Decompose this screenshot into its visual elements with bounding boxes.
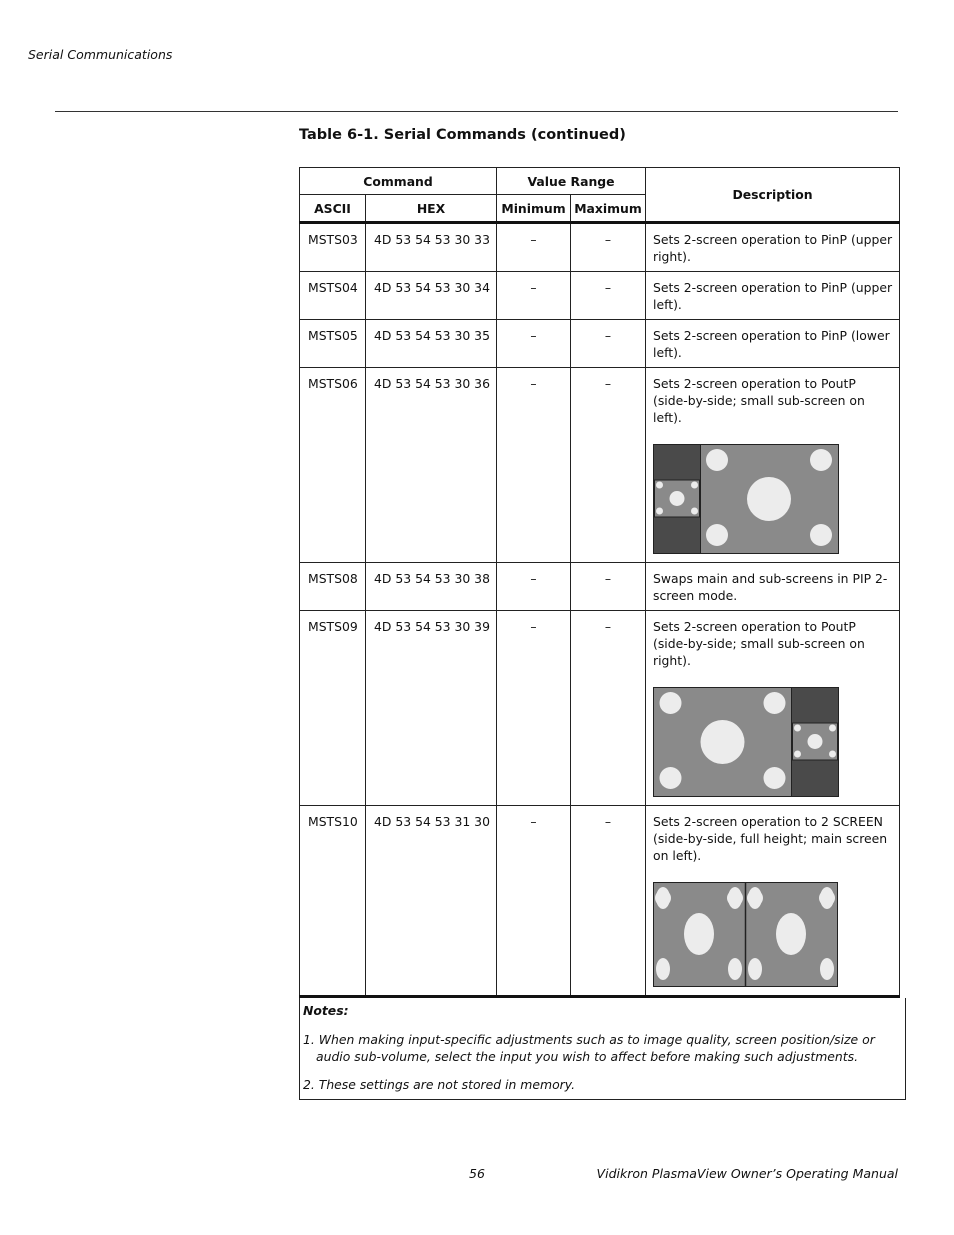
table-row: [300, 368, 900, 563]
poutp-left-diagram: [653, 444, 839, 554]
cell-hex-text: 4D 53 54 53 30 36: [374, 376, 490, 391]
cell-minimum-text: –: [530, 376, 537, 391]
cell-minimum: [497, 806, 571, 997]
cell-minimum-text: –: [530, 571, 537, 586]
table-row: [300, 611, 900, 806]
table-row: [300, 272, 900, 320]
cell-maximum: [571, 272, 646, 320]
sub-dot: [829, 725, 836, 732]
half-center-dot: [684, 913, 714, 955]
cell-minimum-text: –: [530, 619, 537, 634]
serial-commands-table-wrapper: [299, 167, 899, 1100]
cell-description-text: Sets 2-screen operation to PinP (upper left).: [653, 280, 893, 312]
sub-dot: [691, 508, 698, 515]
cell-hex: [366, 223, 497, 272]
main-dot: [706, 449, 728, 471]
main-center-dot: [701, 720, 745, 764]
cell-maximum-text: –: [604, 619, 612, 634]
poutp-right-diagram: [653, 687, 839, 797]
cell-hex: [366, 563, 497, 611]
half-dot: [728, 958, 742, 980]
serial-commands-table: [299, 167, 900, 998]
cell-maximum-text: –: [604, 328, 612, 343]
cell-hex-text: 4D 53 54 53 30 33: [374, 232, 490, 247]
main-dot: [660, 692, 682, 714]
cell-description: [646, 320, 900, 368]
cell-ascii: [300, 611, 366, 806]
table-title: Table 6-1. Serial Commands (continued): [299, 127, 626, 143]
cell-hex-text: 4D 53 54 53 30 34: [374, 280, 490, 295]
cell-minimum: [497, 320, 571, 368]
sub-dot: [691, 482, 698, 489]
header-ascii: ASCII: [300, 195, 366, 223]
cell-hex: [366, 611, 497, 806]
cell-ascii: [300, 223, 366, 272]
cell-ascii-text: MSTS09: [308, 619, 358, 634]
cell-ascii: [300, 806, 366, 997]
cell-ascii-text: MSTS06: [308, 376, 358, 391]
cell-description-text: Sets 2-screen operation to 2 SCREEN (side-by-side, full height; main screen on left).: [653, 814, 888, 863]
cell-description-text: Sets 2-screen operation to PoutP (side-by-side; small sub-screen on right).: [653, 619, 865, 668]
cell-minimum: [497, 563, 571, 611]
half-dot: [748, 958, 762, 980]
cell-description-text: Swaps main and sub-screens in PIP 2-screen mode.: [653, 571, 888, 603]
note-1: 1. When making input-specific adjustments such as to image quality, screen position/size or audio sub-volume, select the input you wish to affect before making such adjustments.: [303, 1032, 875, 1064]
half-dot: [728, 887, 742, 909]
cell-maximum: [571, 320, 646, 368]
cell-minimum-text: –: [530, 814, 537, 829]
cell-ascii-text: MSTS03: [308, 232, 358, 247]
main-dot: [706, 524, 728, 546]
cell-description: [646, 806, 900, 997]
sub-dot: [794, 725, 801, 732]
header-hex: HEX: [366, 195, 497, 223]
header-maximum: Maximum: [571, 195, 646, 223]
header-value-range: Value Range: [497, 168, 646, 195]
cell-maximum-text: –: [604, 376, 612, 391]
cell-hex-text: 4D 53 54 53 30 35: [374, 328, 490, 343]
cell-minimum-text: –: [530, 232, 537, 247]
header-command: Command: [300, 168, 497, 195]
header-minimum: Minimum: [497, 195, 571, 223]
half-dot: [820, 958, 834, 980]
running-head: Serial Communications: [28, 47, 173, 62]
main-dot: [810, 524, 832, 546]
main-dot: [660, 767, 682, 789]
cell-hex-text: 4D 53 54 53 31 30: [374, 814, 490, 829]
note-2: 2. These settings are not stored in memory.: [303, 1077, 576, 1092]
cell-description: [646, 368, 900, 563]
half-dot: [656, 887, 670, 909]
cell-ascii-text: MSTS05: [308, 328, 358, 343]
table-row: [300, 223, 900, 272]
cell-hex-text: 4D 53 54 53 30 39: [374, 619, 490, 634]
cell-minimum: [497, 368, 571, 563]
cell-ascii: [300, 563, 366, 611]
main-center-dot: [747, 477, 791, 521]
cell-maximum: [571, 368, 646, 563]
table-row: [300, 563, 900, 611]
cell-maximum: [571, 223, 646, 272]
cell-ascii-text: MSTS10: [308, 814, 358, 829]
sub-dot: [794, 751, 801, 758]
cell-minimum: [497, 272, 571, 320]
manual-title: Vidikron PlasmaView Owner’s Operating Manual: [596, 1166, 898, 1181]
cell-description: [646, 223, 900, 272]
cell-maximum: [571, 806, 646, 997]
half-dot: [656, 958, 670, 980]
cell-maximum-text: –: [604, 814, 612, 829]
cell-ascii-text: MSTS04: [308, 280, 358, 295]
notes-title: Notes:: [303, 1003, 349, 1018]
cell-hex: [366, 368, 497, 563]
cell-ascii: [300, 368, 366, 563]
cell-ascii: [300, 272, 366, 320]
half-dot: [820, 887, 834, 909]
cell-hex: [366, 320, 497, 368]
table-body: [300, 223, 900, 997]
cell-description-text: Sets 2-screen operation to PinP (lower left).: [653, 328, 890, 360]
cell-hex: [366, 806, 497, 997]
table-row: [300, 806, 900, 997]
sub-dot: [656, 508, 663, 515]
cell-maximum-text: –: [604, 571, 612, 586]
cell-hex-text: 4D 53 54 53 30 38: [374, 571, 490, 586]
cell-minimum-text: –: [530, 328, 537, 343]
cell-minimum-text: –: [530, 280, 537, 295]
half-center-dot: [776, 913, 806, 955]
cell-description: [646, 611, 900, 806]
cell-description: [646, 272, 900, 320]
sub-center-dot: [808, 734, 823, 749]
cell-description-text: Sets 2-screen operation to PoutP (side-by-side; small sub-screen on left).: [653, 376, 865, 425]
cell-maximum: [571, 563, 646, 611]
cell-maximum-text: –: [604, 232, 612, 247]
cell-minimum: [497, 223, 571, 272]
cell-minimum: [497, 611, 571, 806]
cell-description-text: Sets 2-screen operation to PinP (upper right).: [653, 232, 893, 264]
cell-maximum: [571, 611, 646, 806]
cell-maximum-text: –: [604, 280, 612, 295]
main-dot: [764, 692, 786, 714]
header-description: Description: [646, 168, 900, 223]
half-dot: [748, 887, 762, 909]
table-row: [300, 320, 900, 368]
main-dot: [810, 449, 832, 471]
sub-center-dot: [670, 491, 685, 506]
notes-box: [299, 998, 906, 1100]
sub-dot: [656, 482, 663, 489]
header-rule: [55, 111, 898, 112]
cell-ascii: [300, 320, 366, 368]
cell-ascii-text: MSTS08: [308, 571, 358, 586]
sub-dot: [829, 751, 836, 758]
two-screen-diagram: [653, 882, 838, 987]
cell-hex: [366, 272, 497, 320]
cell-description: [646, 563, 900, 611]
main-dot: [764, 767, 786, 789]
page-number: 56: [469, 1166, 485, 1181]
